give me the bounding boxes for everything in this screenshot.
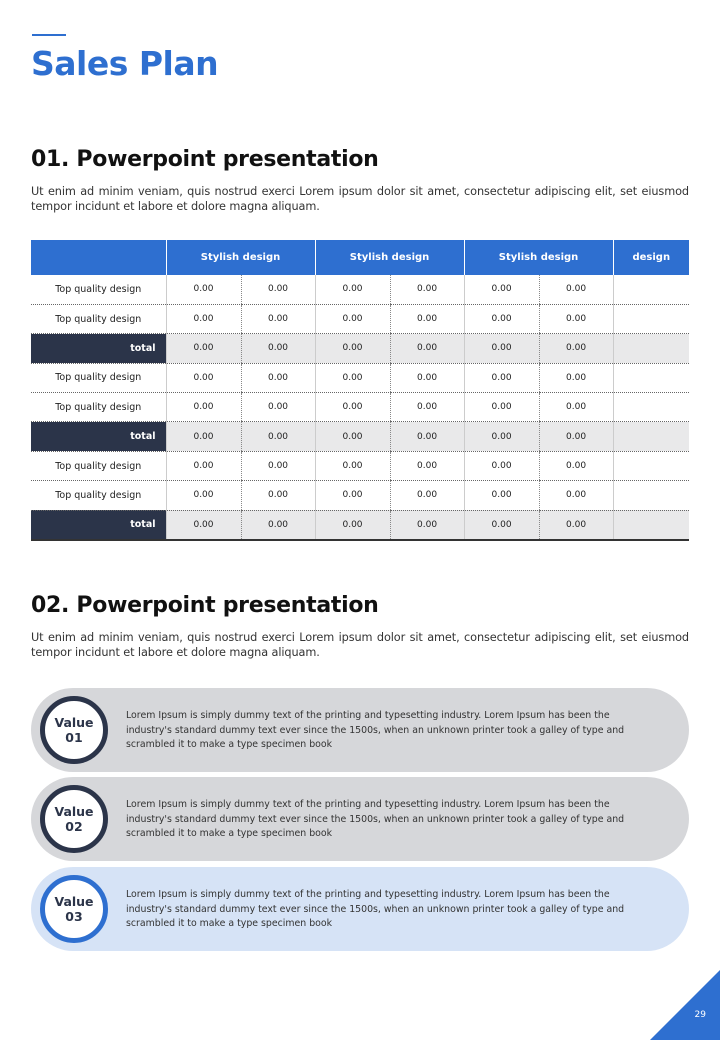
table-cell: 0.00 [315, 275, 390, 304]
table-cell-empty [613, 481, 689, 510]
value-card-text: Lorem Ipsum is simply dummy text of the printing and typesetting industry. Lorem Ipsum has been the industry's standard dummy text ever since the 1500s, when an unknown printer took a galley of type and scrambled it to make a type specimen book [126, 710, 625, 750]
table-cell: 0.00 [390, 481, 464, 510]
table-cell-empty [613, 334, 689, 363]
table-cell: 0.00 [241, 304, 315, 333]
table-cell: 0.00 [166, 481, 241, 510]
title-accent-line [32, 34, 66, 36]
table-cell: 0.00 [241, 422, 315, 451]
table-cell: 0.00 [539, 510, 613, 539]
table-cell: 0.00 [390, 304, 464, 333]
table-cell: 0.00 [241, 393, 315, 422]
section-1-heading: 01. Powerpoint presentation [31, 147, 379, 172]
table-cell-empty [613, 363, 689, 392]
table-header-group-2: Stylish design [315, 240, 464, 275]
section-1-body: Ut enim ad minim veniam, quis nostrud exerci Lorem ipsum dolor sit amet, consectetur adipiscing elit, set eiusmod tempor incidunt et labore et dolore magna aliquam. [31, 185, 689, 213]
total-label: total [31, 422, 166, 451]
value-badge-word: Value [54, 804, 94, 819]
table-cell: 0.00 [390, 363, 464, 392]
value-card-03 [31, 867, 689, 951]
table-header-design: design [613, 240, 689, 275]
table-cell: 0.00 [166, 275, 241, 304]
table-cell-empty [613, 451, 689, 480]
table-cell: 0.00 [390, 451, 464, 480]
table-header-row [31, 240, 689, 275]
value-badge-02 [40, 785, 108, 853]
value-badge-03 [40, 875, 108, 943]
table-cell: 0.00 [539, 363, 613, 392]
table-row [31, 363, 689, 392]
table-total-row [31, 422, 689, 451]
value-badge-number: 02 [65, 819, 83, 834]
table-cell-empty [613, 510, 689, 539]
table-cell: 0.00 [464, 304, 539, 333]
table-cell: 0.00 [390, 510, 464, 539]
table-cell: 0.00 [464, 275, 539, 304]
table-cell: 0.00 [464, 510, 539, 539]
table-cell: 0.00 [539, 334, 613, 363]
table-row [31, 481, 689, 510]
value-badge-number: 01 [65, 730, 83, 745]
table-row [31, 275, 689, 304]
table-cell: 0.00 [315, 334, 390, 363]
table-cell-empty [613, 393, 689, 422]
table-cell: 0.00 [166, 334, 241, 363]
table-total-row [31, 510, 689, 539]
table-cell: 0.00 [464, 451, 539, 480]
table-cell: 0.00 [241, 334, 315, 363]
row-label: Top quality design [31, 304, 166, 333]
table-cell: 0.00 [539, 393, 613, 422]
value-badge-word: Value [54, 894, 94, 909]
table-cell: 0.00 [315, 481, 390, 510]
table-cell: 0.00 [241, 481, 315, 510]
section-2-heading: 02. Powerpoint presentation [31, 593, 379, 618]
sales-plan-table [31, 240, 689, 541]
table-cell: 0.00 [315, 304, 390, 333]
table-cell: 0.00 [315, 451, 390, 480]
total-label: total [31, 334, 166, 363]
value-card-text: Lorem Ipsum is simply dummy text of the printing and typesetting industry. Lorem Ipsum has been the industry's standard dummy text ever since the 1500s, when an unknown printer took a galley of type and scrambled it to make a type specimen book [126, 889, 625, 929]
table-cell: 0.00 [315, 363, 390, 392]
table-cell: 0.00 [539, 451, 613, 480]
table-header-group-3: Stylish design [464, 240, 613, 275]
total-label: total [31, 510, 166, 539]
row-label: Top quality design [31, 275, 166, 304]
corner-triangle [650, 970, 720, 1040]
table-cell: 0.00 [464, 393, 539, 422]
table-cell: 0.00 [390, 334, 464, 363]
table-cell: 0.00 [464, 334, 539, 363]
value-badge-word: Value [54, 715, 94, 730]
table-total-row [31, 334, 689, 363]
table-cell: 0.00 [539, 275, 613, 304]
table-cell: 0.00 [241, 451, 315, 480]
table-cell: 0.00 [166, 422, 241, 451]
table-cell: 0.00 [539, 422, 613, 451]
value-card-01 [31, 688, 689, 772]
table-cell: 0.00 [390, 393, 464, 422]
table-header-group-1: Stylish design [166, 240, 315, 275]
table-cell: 0.00 [315, 393, 390, 422]
page-number: 29 [694, 1010, 706, 1020]
table-cell: 0.00 [166, 363, 241, 392]
table-cell: 0.00 [166, 451, 241, 480]
table-cell: 0.00 [241, 275, 315, 304]
table-cell: 0.00 [241, 363, 315, 392]
value-badge-number: 03 [65, 909, 83, 924]
table-cell: 0.00 [166, 304, 241, 333]
table-row [31, 304, 689, 333]
table-cell: 0.00 [241, 510, 315, 539]
table-cell: 0.00 [166, 510, 241, 539]
table-cell-empty [613, 304, 689, 333]
row-label: Top quality design [31, 393, 166, 422]
table-cell: 0.00 [315, 422, 390, 451]
value-badge-01 [40, 696, 108, 764]
row-label: Top quality design [31, 363, 166, 392]
table-cell: 0.00 [464, 363, 539, 392]
table-cell-empty [613, 275, 689, 304]
table-cell: 0.00 [539, 304, 613, 333]
table-cell-empty [613, 422, 689, 451]
value-card-text: Lorem Ipsum is simply dummy text of the printing and typesetting industry. Lorem Ipsum has been the industry's standard dummy text ever since the 1500s, when an unknown printer took a galley of type and scrambled it to make a type specimen book [126, 799, 625, 839]
section-2-body: Ut enim ad minim veniam, quis nostrud exerci Lorem ipsum dolor sit amet, consectetur adipiscing elit, set eiusmod tempor incidunt et labore et dolore magna aliquam. [31, 631, 689, 659]
table-header-blank [31, 240, 166, 275]
table-cell: 0.00 [464, 422, 539, 451]
row-label: Top quality design [31, 481, 166, 510]
row-label: Top quality design [31, 451, 166, 480]
table-cell: 0.00 [315, 510, 390, 539]
table-cell: 0.00 [390, 275, 464, 304]
table-row [31, 393, 689, 422]
page-title: Sales Plan [31, 44, 219, 83]
value-card-02 [31, 777, 689, 861]
table-cell: 0.00 [166, 393, 241, 422]
table-cell: 0.00 [464, 481, 539, 510]
table-cell: 0.00 [390, 422, 464, 451]
table-row [31, 451, 689, 480]
table-cell: 0.00 [539, 481, 613, 510]
